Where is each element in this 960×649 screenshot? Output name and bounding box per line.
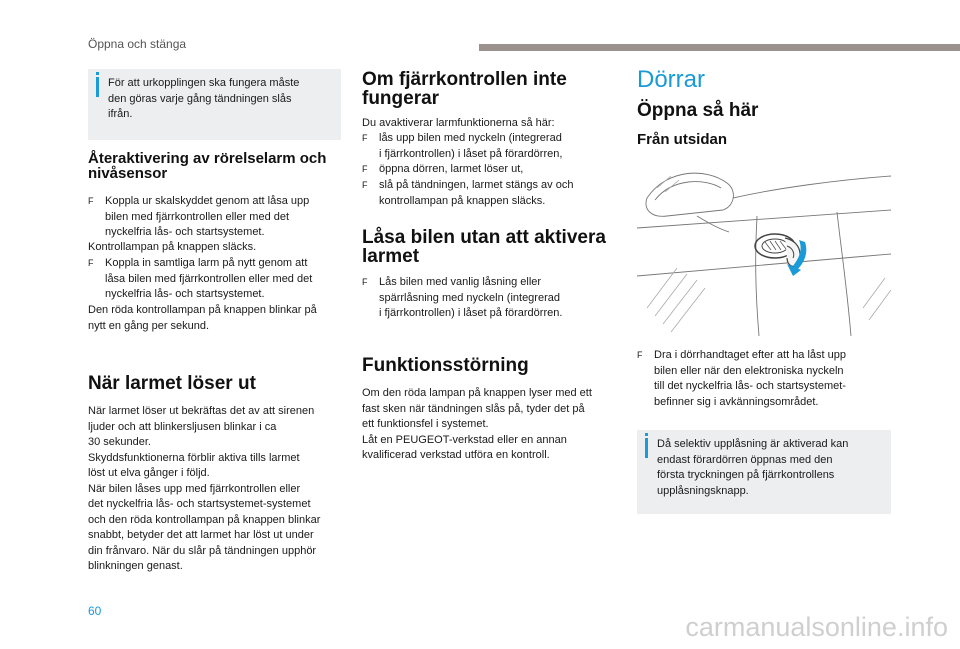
bullet-marker: F: [362, 180, 368, 190]
page-number: 60: [88, 604, 102, 618]
remote-bullet-1: F lås upp bilen med nyckeln (integrerad i fjärrkontrollen) i låset på förardörren,: [362, 132, 563, 160]
info-note-text: För att urkopplingen ska fungera måste den göras varje gång tändningen slås ifrån.: [108, 77, 300, 120]
open-heading: Öppna så här: [637, 100, 759, 121]
fault-heading: Funktionsstörning: [362, 355, 529, 376]
reactivation-bullet-1: F Koppla ur skalskyddet genom att låsa upp bilen med fjärrkontrollen eller med det nyckelfria lås- och startsystemet.: [88, 195, 310, 238]
reactivation-bullet-2: F Koppla in samtliga larm på nytt genom att låsa bilen med fjärrkontrollen eller med det nyckelfria lås- och startsystemet.: [88, 257, 313, 300]
fault-text: Om den röda lampan på knappen lyser med ett fast sken när tändningen slås på, tyder det på ett funktionsfel i systemet. Låt en PEUGEOT-verkstad eller en annan kvalificerad verkstad utföra en kontroll.: [362, 387, 592, 461]
bullet-marker: F: [362, 277, 368, 287]
bullet-marker: F: [362, 164, 368, 174]
alarm-text: När larmet löser ut bekräftas det av att sirenen ljuder och att blinkersljusen blinkar i ca 30 sekunder. Skyddsfunktionerna förblir aktiva tills larmet löst ut elva gånger i följd. När bilen låses upp med fjärrkontrollen eller det nyckelfria lås- och startsystemet-systemet och den röda kontrollampan på knappen blinkar snabbt, betyder det att larmet har löst ut under din frånvaro. När du slår på tändningen upphör blinkningen genast.: [88, 405, 321, 572]
remote-intro: Du avaktiverar larmfunktionerna så här:: [362, 117, 555, 129]
info-note-text: Då selektiv upplåsning är aktiverad kan endast förardörren öppnas med den första tryckningen på fjärrkontrollens upplåsningsknapp.: [657, 438, 849, 497]
bullet-marker: F: [88, 196, 94, 206]
door-handle-icon: [755, 234, 800, 266]
reactivation-heading: Återaktivering av rörelselarm och nivåsensor: [88, 150, 327, 182]
remote-bullet-2: F öppna dörren, larmet löser ut,: [362, 162, 622, 178]
remote-heading: Om fjärrkontrollen inte fungerar: [362, 69, 567, 109]
reactivation-text-2: Den röda kontrollampan på knappen blinkar på nytt en gång per sekund.: [88, 304, 317, 332]
info-note: [88, 69, 341, 140]
alarm-heading: När larmet löser ut: [88, 373, 256, 394]
chapter-title: Dörrar: [637, 66, 706, 93]
info-icon: [96, 77, 99, 97]
bullet-marker: F: [88, 258, 94, 268]
bullet-marker: F: [637, 350, 643, 360]
info-icon: [645, 438, 648, 458]
lock-heading: Låsa bilen utan att aktivera larmet: [362, 227, 606, 267]
remote-bullet-3: F slå på tändningen, larmet stängs av och kontrollampan på knappen släcks.: [362, 179, 574, 207]
running-header: Öppna och stänga: [88, 37, 187, 51]
door-bullet: F Dra i dörrhandtaget efter att ha låst upp bilen eller när den elektroniska nyckeln till det nyckelfria lås- och startsystemet- befinner sig i avkänningsområdet.: [637, 349, 847, 408]
lock-bullet: F Lås bilen med vanlig låsning eller spärrlåsning med nyckeln (integrerad i fjärrkontrollen) i låset på förardörren.: [362, 276, 563, 319]
outside-heading: Från utsidan: [637, 131, 728, 148]
door-handle-drawing: [637, 158, 891, 336]
bullet-marker: F: [362, 133, 368, 143]
watermark: carmanualsonline.info: [685, 612, 948, 642]
door-handle-illustration: [637, 158, 891, 336]
info-note-selective: [637, 430, 891, 514]
header-bar: [479, 44, 960, 51]
reactivation-text-1: Kontrollampan på knappen släcks.: [88, 241, 257, 253]
